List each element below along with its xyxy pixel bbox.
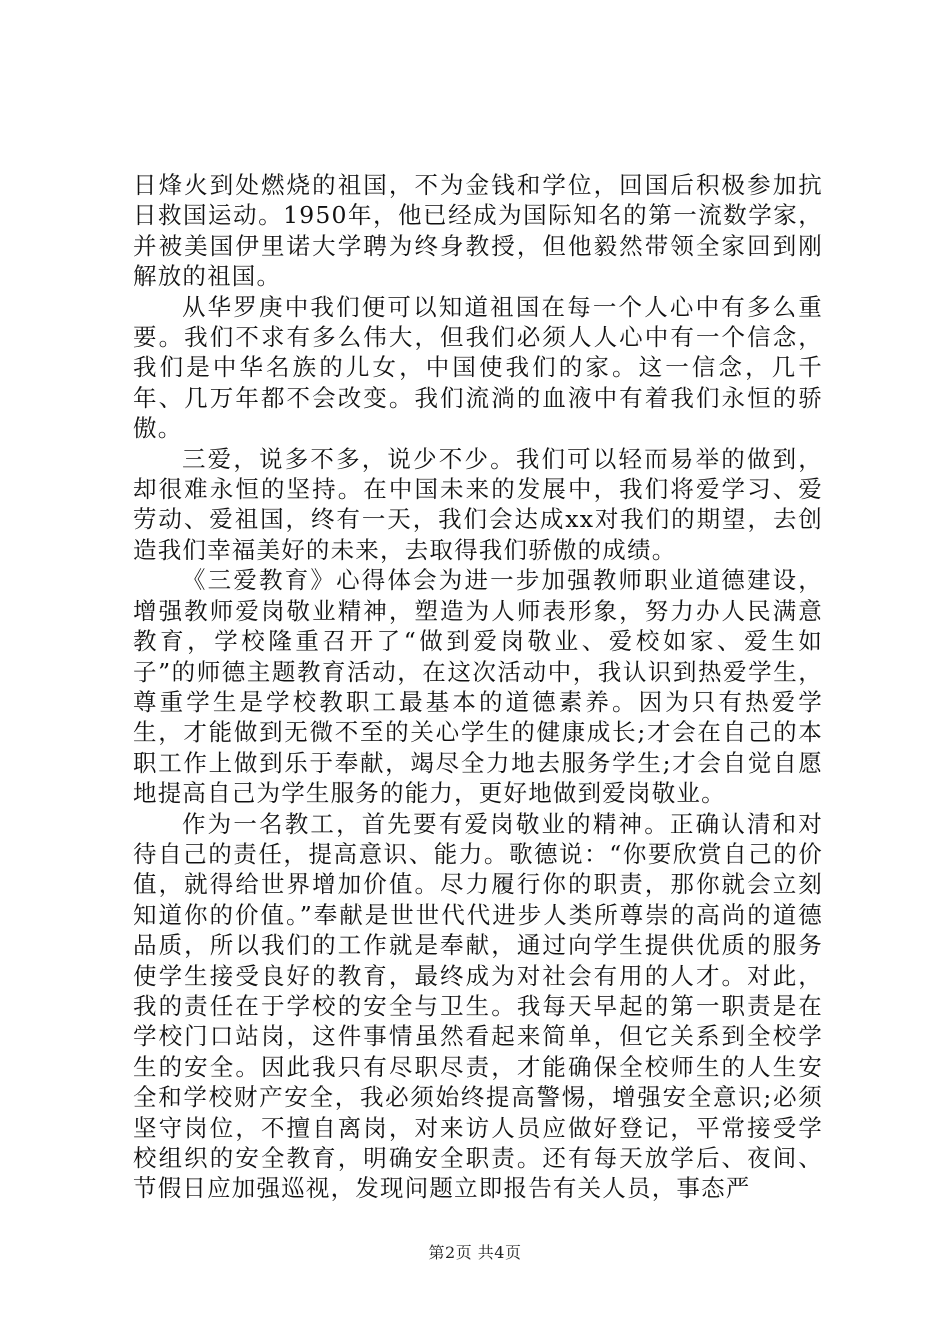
paragraph-education-reflection: 《三爱教育》心得体会为进一步加强教师职业道德建设，增强教师爱岗敬业精神，塑造为人师表形象，努力办人民满意教育，学校隆重召开了“做到爱岗敬业、爱校如家、爱生如子”的师德主题教育活动，在这次活动中，我认识到热爱学生，尊重学生是学校教职工最基本的道德素养。因为只有热爱学生，才能做到无微不至的关心学生的健康成长;才会在自己的本职工作上做到乐于奉献，竭尽全力地去服务学生;才会自觉自愿地提高自己为学生服务的能力，更好地做到爱岗敬业。 (133, 566, 823, 808)
paragraph-three-loves: 三爱，说多不多，说少不少。我们可以轻而易举的做到，却很难永恒的坚持。在中国未来的发展中，我们将爱学习、爱劳动、爱祖国，终有一天，我们会达成xx对我们的期望，去创造我们幸福美好的未来，去取得我们骄傲的成绩。 (133, 444, 823, 564)
paragraph-continuation: 日烽火到处燃烧的祖国，不为金钱和学位，回国后积极参加抗日救国运动。1950年，他已经成为国际知名的第一流数学家，并被美国伊里诺大学聘为终身教授，但他毅然带领全家回到刚解放的祖国。 (133, 171, 823, 291)
document-body (133, 170, 823, 1204)
paragraph-hua-luogeng: 从华罗庚中我们便可以知道祖国在每一个人心中有多么重要。我们不求有多么伟大，但我们必须人人心中有一个信念，我们是中华名族的儿女，中国使我们的家。这一信念，几千年、几万年都不会改变。我们流淌的血液中有着我们永恒的骄傲。 (133, 292, 823, 443)
paragraph-dedication: 作为一名教工，首先要有爱岗敬业的精神。正确认清和对待自己的责任，提高意识、能力。歌德说：“你要欣赏自己的价值，就得给世界增加价值。尽力履行你的职责，那你就会立刻知道你的价值。”奉献是世世代代进步人类所尊崇的高尚的道德品质，所以我们的工作就是奉献，通过向学生提供优质的服务使学生接受良好的教育，最终成为对社会有用的人才。对此，我的责任在于学校的安全与卫生。我每天早起的第一职责是在学校门口站岗，这件事情虽然看起来简单，但它关系到全校学生的安全。因此我只有尽职尽责，才能确保全校师生的人生安全和学校财产安全，我必须始终提高警惕，增强安全意识;必须坚守岗位，不擅自离岗，对来访人员应做好登记，平常接受学校组织的安全教育，明确安全职责。还有每天放学后、夜间、节假日应加强巡视，发现问题立即报告有关人员，事态严 (133, 809, 823, 1203)
page-footer: 第2页 共4页 (428, 1243, 522, 1262)
